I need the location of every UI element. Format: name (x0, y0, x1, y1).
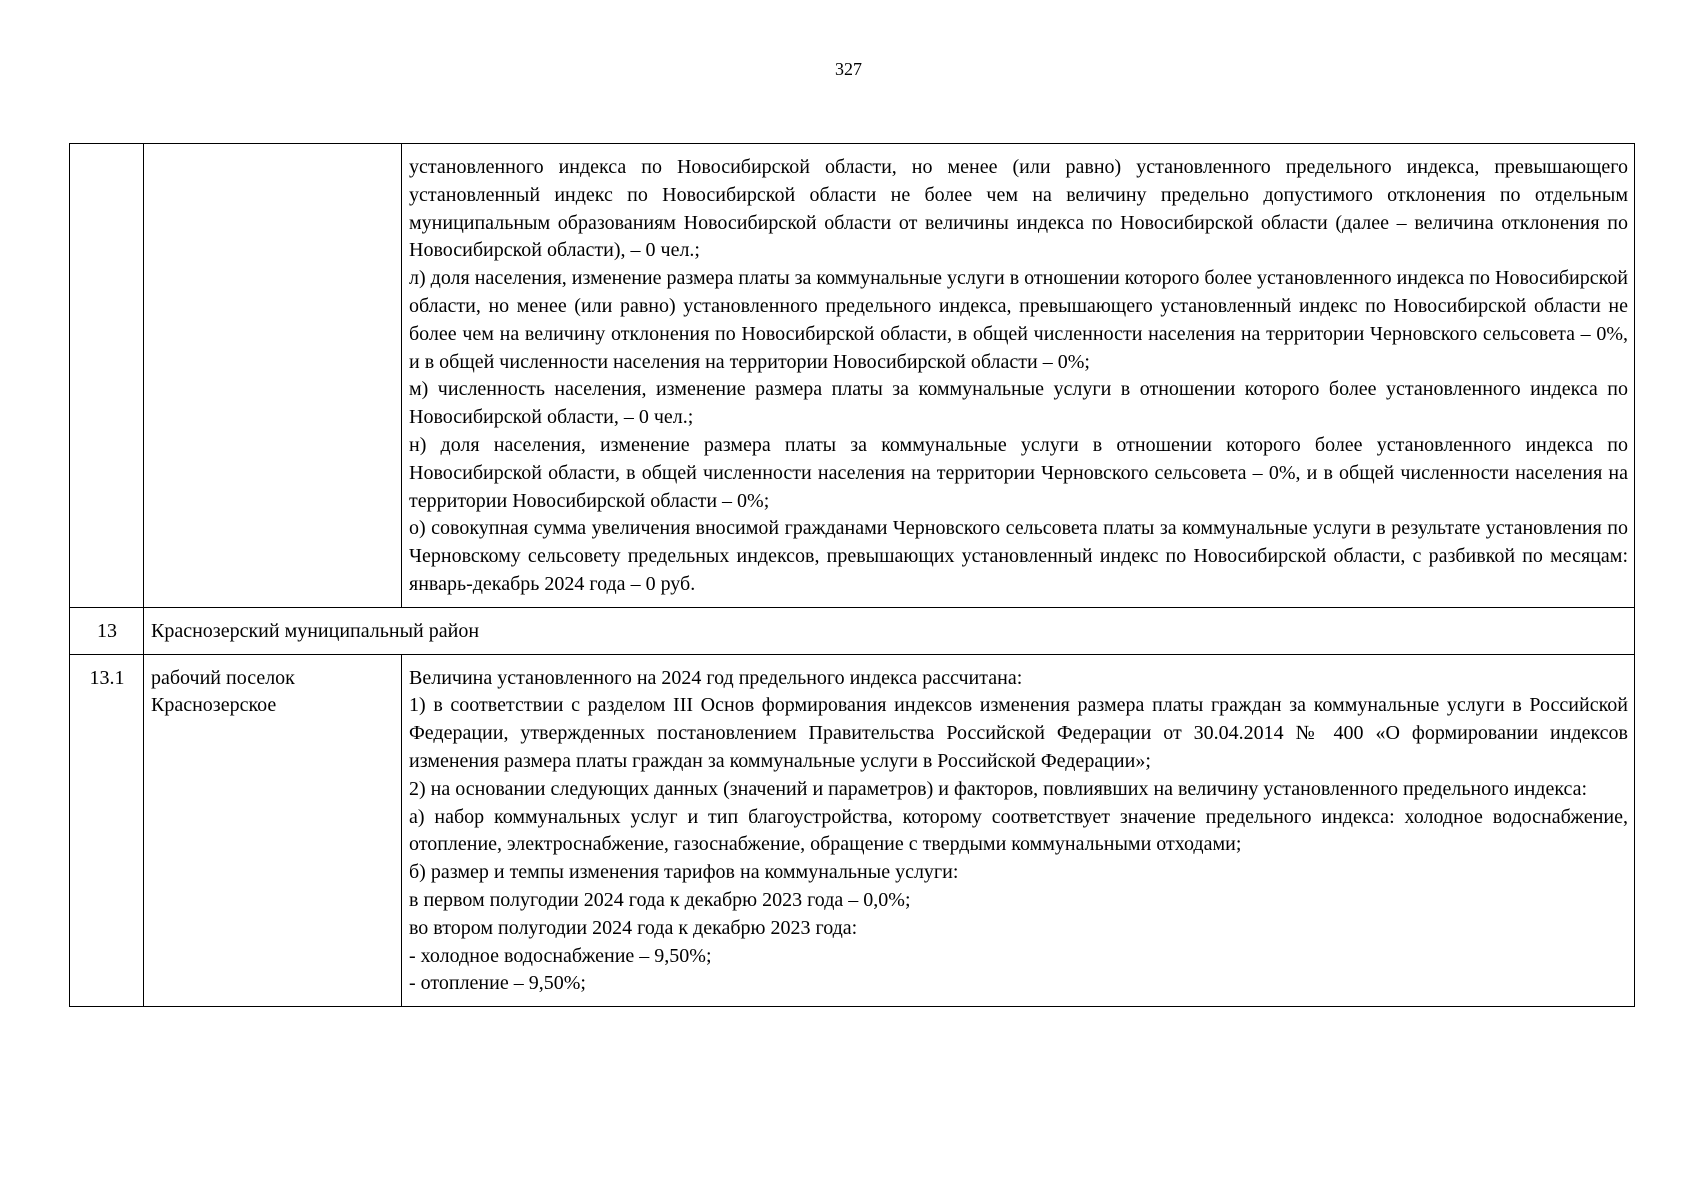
paragraph: Величина установленного на 2024 год предельного индекса рассчитана: (409, 666, 1023, 689)
row-number-cell (70, 144, 144, 608)
paragraph: - отопление – 9,50%; (409, 972, 586, 995)
row-name-cell: рабочий поселок Краснозерское (144, 654, 402, 1007)
paragraph: установленного индекса по Новосибирской области, но менее (или равно) установленного предельного индекса, превышающего установленный индекс по Новосибирской области не более чем на величину предельно допустимого отклонения по отдельным муниципальным образованиям Новосибирской области от величины индекса по Новосибирской области (далее – величина отклонения по Новосибирской области), – 0 чел.; (409, 156, 1628, 262)
row-number-cell: 13.1 (70, 654, 144, 1007)
paragraph: н) доля населения, изменение размера платы за коммунальные услуги в отношении которого более установленного индекса по Новосибирской области, в общей численности населения на территории Черновского сельсовета – 0%, и в общей численности населения на территории Новосибирской области – 0%; (409, 433, 1628, 512)
paragraph: в первом полугодии 2024 года к декабрю 2023 года – 0,0%; (409, 888, 911, 911)
table-row-section (70, 607, 1635, 654)
table-row-13-1 (70, 654, 1635, 1007)
paragraph: о) совокупная сумма увеличения вносимой гражданами Черновского сельсовета платы за коммунальные услуги в результате установления по Черновскому сельсовету предельных индексов, превышающих установленный индекс по Новосибирской области, с разбивкой по месяцам: январь-декабрь 2024 года – 0 руб. (409, 517, 1628, 595)
row-name-cell (144, 144, 402, 608)
paragraph: а) набор коммунальных услуг и тип благоустройства, которому соответствует значение предельного индекса: холодное водоснабжение, отопление, электроснабжение, газоснабжение, обращение с твердыми коммунальными отходами; (409, 805, 1628, 856)
section-title-cell: Краснозерский муниципальный район (144, 607, 1635, 654)
paragraph: б) размер и темпы изменения тарифов на коммунальные услуги: (409, 861, 959, 884)
row-description-cell (402, 144, 1635, 608)
paragraph: - холодное водоснабжение – 9,50%; (409, 944, 712, 967)
row-description-cell (402, 654, 1635, 1007)
paragraph: 2) на основании следующих данных (значений и параметров) и факторов, повлиявших на величину установленного предельного индекса: (409, 777, 1588, 800)
paragraph: во втором полугодии 2024 года к декабрю 2023 года: (409, 916, 858, 939)
paragraph: м) численность населения, изменение размера платы за коммунальные услуги в отношении которого более установленного индекса по Новосибирской области, – 0 чел.; (409, 378, 1628, 429)
document-table (69, 143, 1635, 1007)
page-number: 327 (835, 59, 862, 79)
paragraph: 1) в соответствии с разделом III Основ формирования индексов изменения размера платы граждан за коммунальные услуги в Российской Федерации, утвержденных постановлением Правительства Российской Федерации от 30.04.2014 № 400 «О формировании индексов изменения размера платы граждан за коммунальные услуги в Российской Федерации»; (409, 694, 1628, 772)
table-row-continuation (70, 144, 1635, 608)
paragraph: л) доля населения, изменение размера платы за коммунальные услуги в отношении которого более установленного индекса по Новосибирской области, но менее (или равно) установленного предельного индекса, превышающего установленный индекс по Новосибирской области не более чем на величину отклонения по Новосибирской области, в общей численности населения на территории Черновского сельсовета – 0%, и в общей численности населения на территории Новосибирской области – 0%; (409, 267, 1628, 373)
section-number-cell: 13 (70, 607, 144, 654)
